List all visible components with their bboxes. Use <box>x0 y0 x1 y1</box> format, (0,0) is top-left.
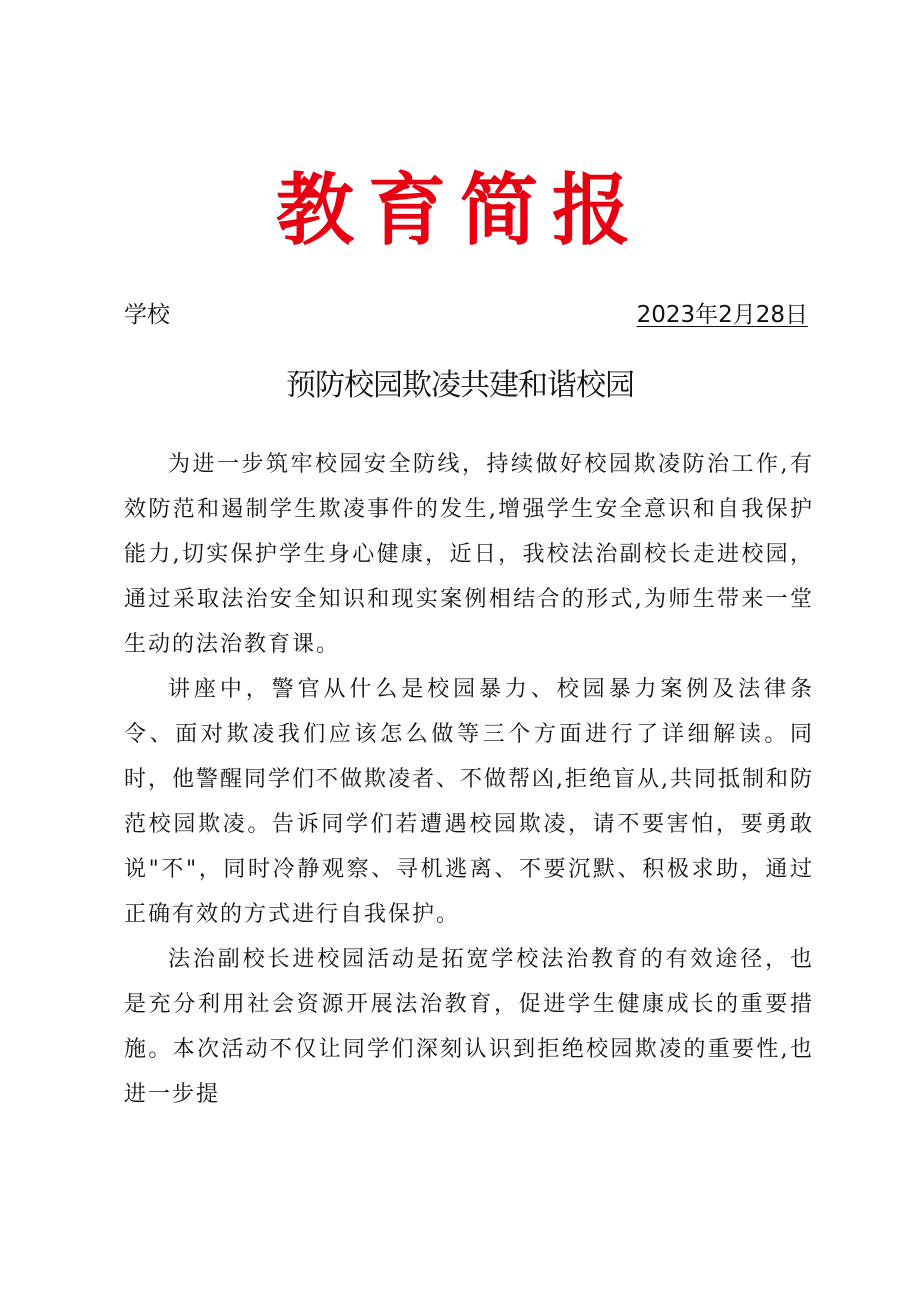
meta-row <box>124 300 808 330</box>
masthead-title: 教育简报 <box>275 165 644 256</box>
article-paragraph-2: 讲座中，警官从什么是校园暴力、校园暴力案例及法律条令、面对欺凌我们应该怎么做等三个方面进行了详细解读。同时，他警醒同学们不做欺凌者、不做帮凶,拒绝盲从,共同抵制和防范校园欺凌。告诉同学们若遭遇校园欺凌，请不要害怕，要勇敢说"不"，同时冷静观察、寻机逃离、不要沉默、积极求助，通过正确有效的方式进行自我保护。 <box>124 677 814 927</box>
article-body <box>124 442 814 1117</box>
issue-date: 2023年2月28日 <box>636 302 808 328</box>
article-title: 预防校园欺凌共建和谐校园 <box>286 368 634 403</box>
school-name: 学校 <box>124 302 170 328</box>
article-paragraph-1: 为进一步筑牢校园安全防线，持续做好校园欺凌防治工作,有效防范和遏制学生欺凌事件的发生,增强学生安全意识和自我保护能力,切实保护学生身心健康，近日，我校法治副校长走进校园，通过采取法治安全知识和现实案例相结合的形式,为师生带来一堂生动的法治教育课。 <box>124 452 814 657</box>
article-paragraph-3: 法治副校长进校园活动是拓宽学校法治教育的有效途径，也是充分利用社会资源开展法治教育，促进学生健康成长的重要措施。本次活动不仅让同学们深刻认识到拒绝校园欺凌的重要性,也进一步提 <box>124 947 814 1107</box>
